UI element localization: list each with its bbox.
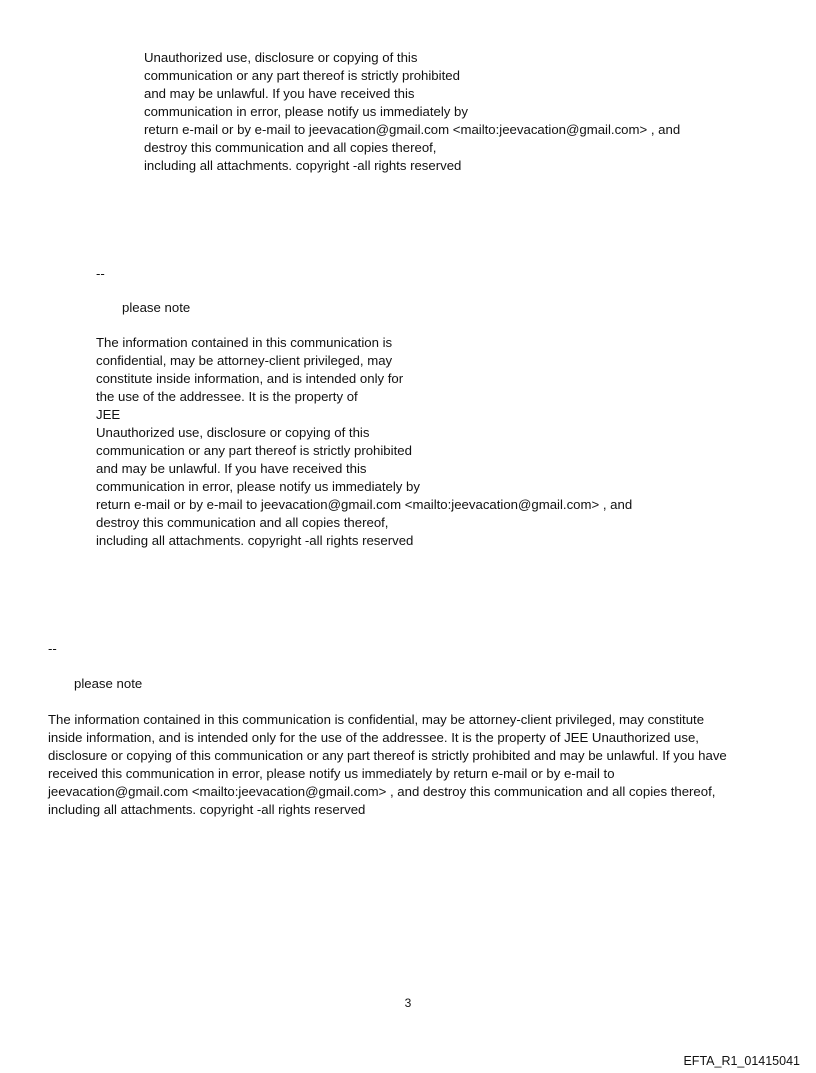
signature-separator: -- <box>96 266 105 281</box>
document-id-stamp: EFTA_R1_01415041 <box>683 1054 800 1068</box>
text-line: confidential, may be attorney-client privileged, may <box>96 353 393 368</box>
text-line: and may be unlawful. If you have received this <box>96 461 367 476</box>
text-line: inside information, and is intended only for the use of the addressee. It is the property of JEE Unauthorized use, <box>48 730 699 745</box>
please-note-label: please note <box>74 676 143 691</box>
text-line: the use of the addressee. It is the property of <box>96 389 358 404</box>
text-line: communication or any part thereof is strictly prohibited <box>96 443 412 458</box>
text-line: The information contained in this communication is confidential, may be attorney-client privileged, may constitute <box>48 712 705 727</box>
text-line: including all attachments. copyright -all rights reserved <box>144 158 462 173</box>
text-line: communication in error, please notify us immediately by <box>96 479 420 494</box>
page-number: 3 <box>404 996 412 1010</box>
text-line: Unauthorized use, disclosure or copying of this <box>144 50 418 65</box>
disclaimer-block-2 <box>96 334 632 550</box>
text-line: Unauthorized use, disclosure or copying of this <box>96 425 370 440</box>
disclaimer-block-3 <box>48 711 727 819</box>
please-note-label: please note <box>122 300 191 315</box>
text-line: and may be unlawful. If you have received this <box>144 86 415 101</box>
text-line: constitute inside information, and is intended only for <box>96 371 404 386</box>
text-line: communication in error, please notify us immediately by <box>144 104 468 119</box>
text-line: JEE <box>96 407 121 422</box>
text-line: destroy this communication and all copies thereof, <box>144 140 437 155</box>
text-line: return e-mail or by e-mail to jeevacation@gmail.com <mailto:jeevacation@gmail.com> , and <box>96 497 633 512</box>
text-line: jeevacation@gmail.com <mailto:jeevacation@gmail.com> , and destroy this communication and all copies thereof, <box>48 784 716 799</box>
text-line: disclosure or copying of this communication or any part thereof is strictly prohibited and may be unlawful. If you have <box>48 748 727 763</box>
text-line: including all attachments. copyright -all rights reserved <box>48 802 366 817</box>
text-line: including all attachments. copyright -all rights reserved <box>96 533 414 548</box>
text-line: return e-mail or by e-mail to jeevacation@gmail.com <mailto:jeevacation@gmail.com> , and <box>144 122 681 137</box>
signature-separator: -- <box>48 641 57 656</box>
text-line: communication or any part thereof is strictly prohibited <box>144 68 460 83</box>
text-line: received this communication in error, please notify us immediately by return e-mail or by e-mail to <box>48 766 615 781</box>
text-line: The information contained in this communication is <box>96 335 393 350</box>
text-line: destroy this communication and all copies thereof, <box>96 515 389 530</box>
disclaimer-block-1 <box>144 49 680 175</box>
